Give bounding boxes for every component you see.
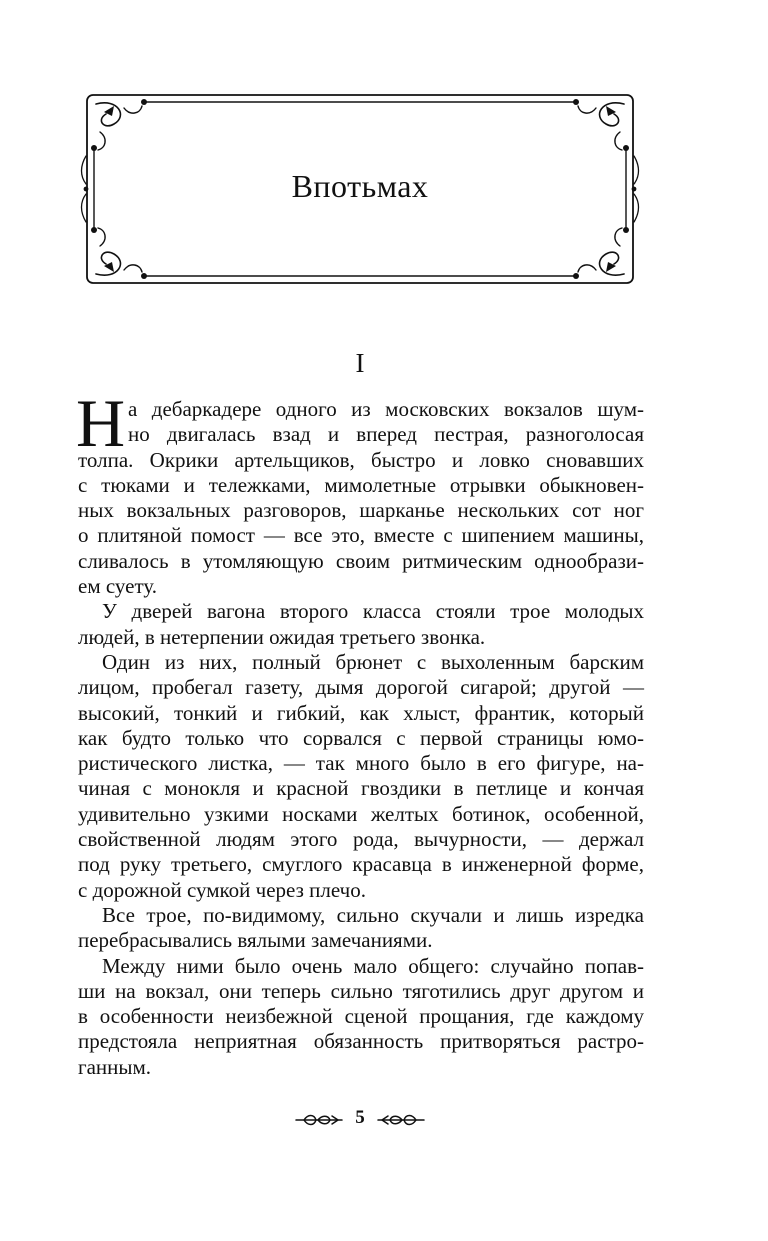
text-line: ристического листка, — так много было в его фигуре, на- xyxy=(78,751,644,776)
text-line: ных вокзальных разговоров, шарканье нескольких сот ног xyxy=(78,498,644,523)
text-line: лицом, пробегал газету, дымя дорогой сигарой; другой — xyxy=(78,675,644,700)
text-line: предстояла неприятная обязанность притворяться растро- xyxy=(78,1029,644,1054)
section-number: I xyxy=(355,348,365,378)
text-line: о плитяной помост — все это, вместе с шипением машины, xyxy=(78,523,644,548)
text-line: а дебаркадере одного из московских вокзалов шум- xyxy=(128,397,644,421)
text-line: ши на вокзал, они теперь сильно тяготились друг другом и xyxy=(78,978,644,1003)
text-line: как будто только что сорвался с первой страницы юмо- xyxy=(78,725,644,750)
text-line: свойственной людям этого рода, вычурности, — держал xyxy=(78,827,644,852)
text-line: под руку третьего, смуглого красавца в инженерной форме, xyxy=(78,852,644,877)
text-line: с тюками и тележками, мимолетные отрывки обыкновен- xyxy=(78,472,644,497)
body-text xyxy=(76,385,644,1080)
text-line: удивительно узкими носками желтых ботинок, особенной, xyxy=(78,801,644,826)
text-line: с дорожной сумкой через плечо. xyxy=(78,877,366,902)
text-line: ганным. xyxy=(78,1054,152,1079)
text-line: но двигалась взад и вперед пестрая, разноголосая xyxy=(128,422,644,447)
chapter-title-frame xyxy=(78,86,642,292)
text-line: в особенности неизбежной сценой прощания, где каждому xyxy=(78,1004,644,1029)
text-line: Один из них, полный брюнет с выхоленным барским xyxy=(102,649,644,674)
text-line: перебрасывались вялыми замечаниями. xyxy=(78,928,433,953)
text-line: чиная с монокля и красной гвоздики в петлице и кончая xyxy=(78,776,644,801)
text-line: сливалось в утомляющую своим ритмическим однообрази- xyxy=(78,548,644,573)
text-line: Между ними было очень мало общего: случайно попав- xyxy=(102,953,644,978)
drop-cap: Н xyxy=(76,385,126,461)
folio-ornament-right-icon xyxy=(376,1112,426,1128)
text-line: У дверей вагона второго класса стояли трое молодых xyxy=(102,599,644,624)
chapter-title: Впотьмах xyxy=(291,168,429,204)
text-line: высокий, тонкий и гибкий, как хлыст, франтик, который xyxy=(78,700,644,725)
text-line: ем суету. xyxy=(78,574,157,599)
page-number: 5 xyxy=(355,1107,365,1128)
text-line: Все трое, по-видимому, сильно скучали и лишь изредка xyxy=(102,902,644,927)
text-line: людей, в нетерпении ожидая третьего звонка. xyxy=(78,624,486,649)
text-line: толпа. Окрики артельщиков, быстро и ловко сновавших xyxy=(78,447,644,472)
